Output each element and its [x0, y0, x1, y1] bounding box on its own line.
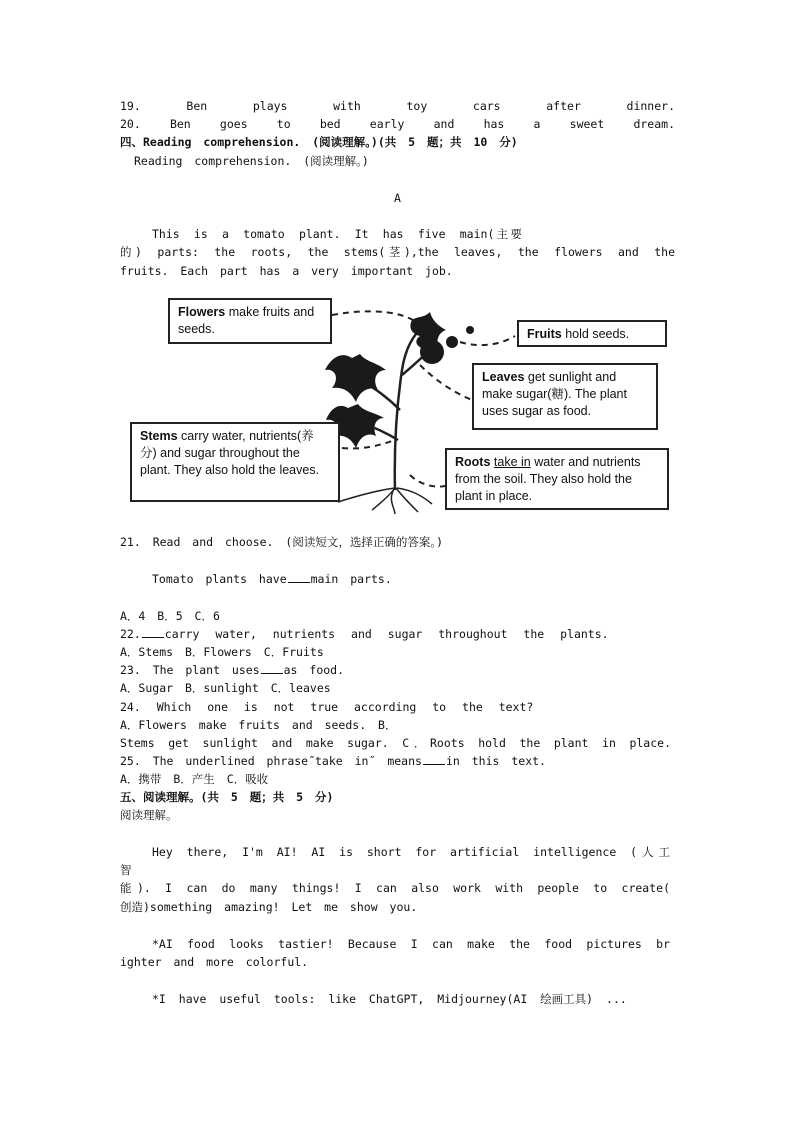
roots-callout — [445, 448, 669, 510]
leaves-callout — [472, 363, 658, 430]
passage-b-line-4: 创造)something amazing! Let me show you. — [120, 900, 418, 914]
question-24-options-line-1: A．Flowers make fruits and seeds. B． — [120, 718, 397, 732]
question-24-options-line-2: Stems get sunlight and make sugar. C．Roots hold the plant in place. — [120, 736, 671, 750]
flowers-callout-title: Flowers — [178, 305, 226, 319]
question-24-stem: 24. Which one is not true according to the text? — [120, 700, 534, 714]
stems-callout — [130, 422, 340, 502]
stems-callout-title: Stems — [140, 429, 178, 443]
roots-callout-underlined: take in — [493, 455, 531, 469]
roots-callout-text: water and nutrients from the soil. They also hold the plant in place. — [455, 455, 641, 503]
answer-blank — [288, 571, 310, 583]
passage-b-line-7: *I have useful tools: like ChatGPT, Midjourney(AI 绘画工具) ... — [152, 992, 627, 1006]
section-5-subheading: 阅读理解。 — [120, 808, 178, 822]
question-23-options: A．Sugar B．sunlight C．leaves — [120, 681, 331, 695]
roots-callout-title: Roots — [455, 455, 491, 469]
flowers-callout-text: make fruits and seeds. — [178, 305, 315, 336]
stems-callout-text: carry water, nutrients(养分) and sugar throughout the plant. They also hold the leaves. — [140, 429, 320, 477]
question-23-end: as food. — [283, 663, 345, 677]
question-25-start: 25. The underlined phrase˝take in˝ means — [120, 754, 422, 768]
answer-blank — [142, 626, 164, 638]
question-25-end: in this text. — [445, 754, 546, 768]
flowers-callout — [168, 298, 332, 344]
section-5-heading: 五、阅读理解。(共 5 题；共 5 分) — [120, 790, 334, 804]
passage-b-line-2: 智 — [120, 863, 132, 877]
question-21-sentence-start: Tomato plants have — [152, 572, 287, 586]
question-23 — [120, 661, 675, 679]
question-23-start: 23. The plant uses — [120, 663, 260, 677]
question-25-options: A．携带 B．产生 C．吸收 — [120, 772, 269, 786]
question-22-options: A．Stems B．Flowers C．Fruits — [120, 645, 324, 659]
question-21-stem: 21. Read and choose. (阅读短文，选择正确的答案。) — [120, 535, 443, 549]
passage-b-line-5: *AI food looks tastier! Because I can make the food pictures br — [152, 937, 670, 951]
question-22-text: carry water, nutrients and sugar throughout the plants. — [164, 627, 609, 641]
question-21-sentence — [152, 570, 707, 588]
section-4-heading: 四、Reading comprehension. (阅读理解。)(共 5 题；共 10 分) — [120, 135, 518, 149]
passage-a-line-2: 的) parts: the roots, the stems(茎),the leaves, the flowers and the — [120, 245, 675, 259]
part-a-label: A — [394, 191, 401, 205]
fruits-callout-title: Fruits — [527, 327, 562, 341]
question-22-number: 22. — [120, 627, 141, 641]
fruits-callout — [517, 320, 667, 347]
answer-blank — [261, 662, 283, 674]
passage-a-line-3: fruits. Each part has a very important job. — [120, 264, 453, 278]
question-19: 19. Ben plays with toy cars after dinner. — [120, 99, 675, 113]
tomato-plant-diagram — [120, 290, 675, 515]
passage-b-line-6: ighter and more colorful. — [120, 955, 309, 969]
passage-b-line-1: Hey there, I'm AI! AI is short for artificial intelligence (人工 — [152, 845, 670, 859]
question-20: 20. Ben goes to bed early and has a sweet dream. — [120, 117, 675, 131]
answer-blank — [423, 753, 445, 765]
question-21-options: A．4 B．5 C．6 — [120, 609, 220, 623]
question-25 — [120, 752, 675, 770]
passage-a-line-1: This is a tomato plant. It has five main(主要 — [152, 227, 522, 241]
question-21-sentence-end: main parts. — [310, 572, 392, 586]
leaves-callout-title: Leaves — [482, 370, 525, 384]
leaves-callout-text: get sunlight and make sugar(糖). The plant uses sugar as food. — [482, 370, 627, 418]
section-4-subheading: Reading comprehension. (阅读理解。) — [134, 154, 369, 168]
passage-b-line-3: 能). I can do many things! I can also work with people to create( — [120, 881, 670, 895]
question-22 — [120, 625, 675, 643]
fruits-callout-text: hold seeds. — [565, 327, 630, 341]
